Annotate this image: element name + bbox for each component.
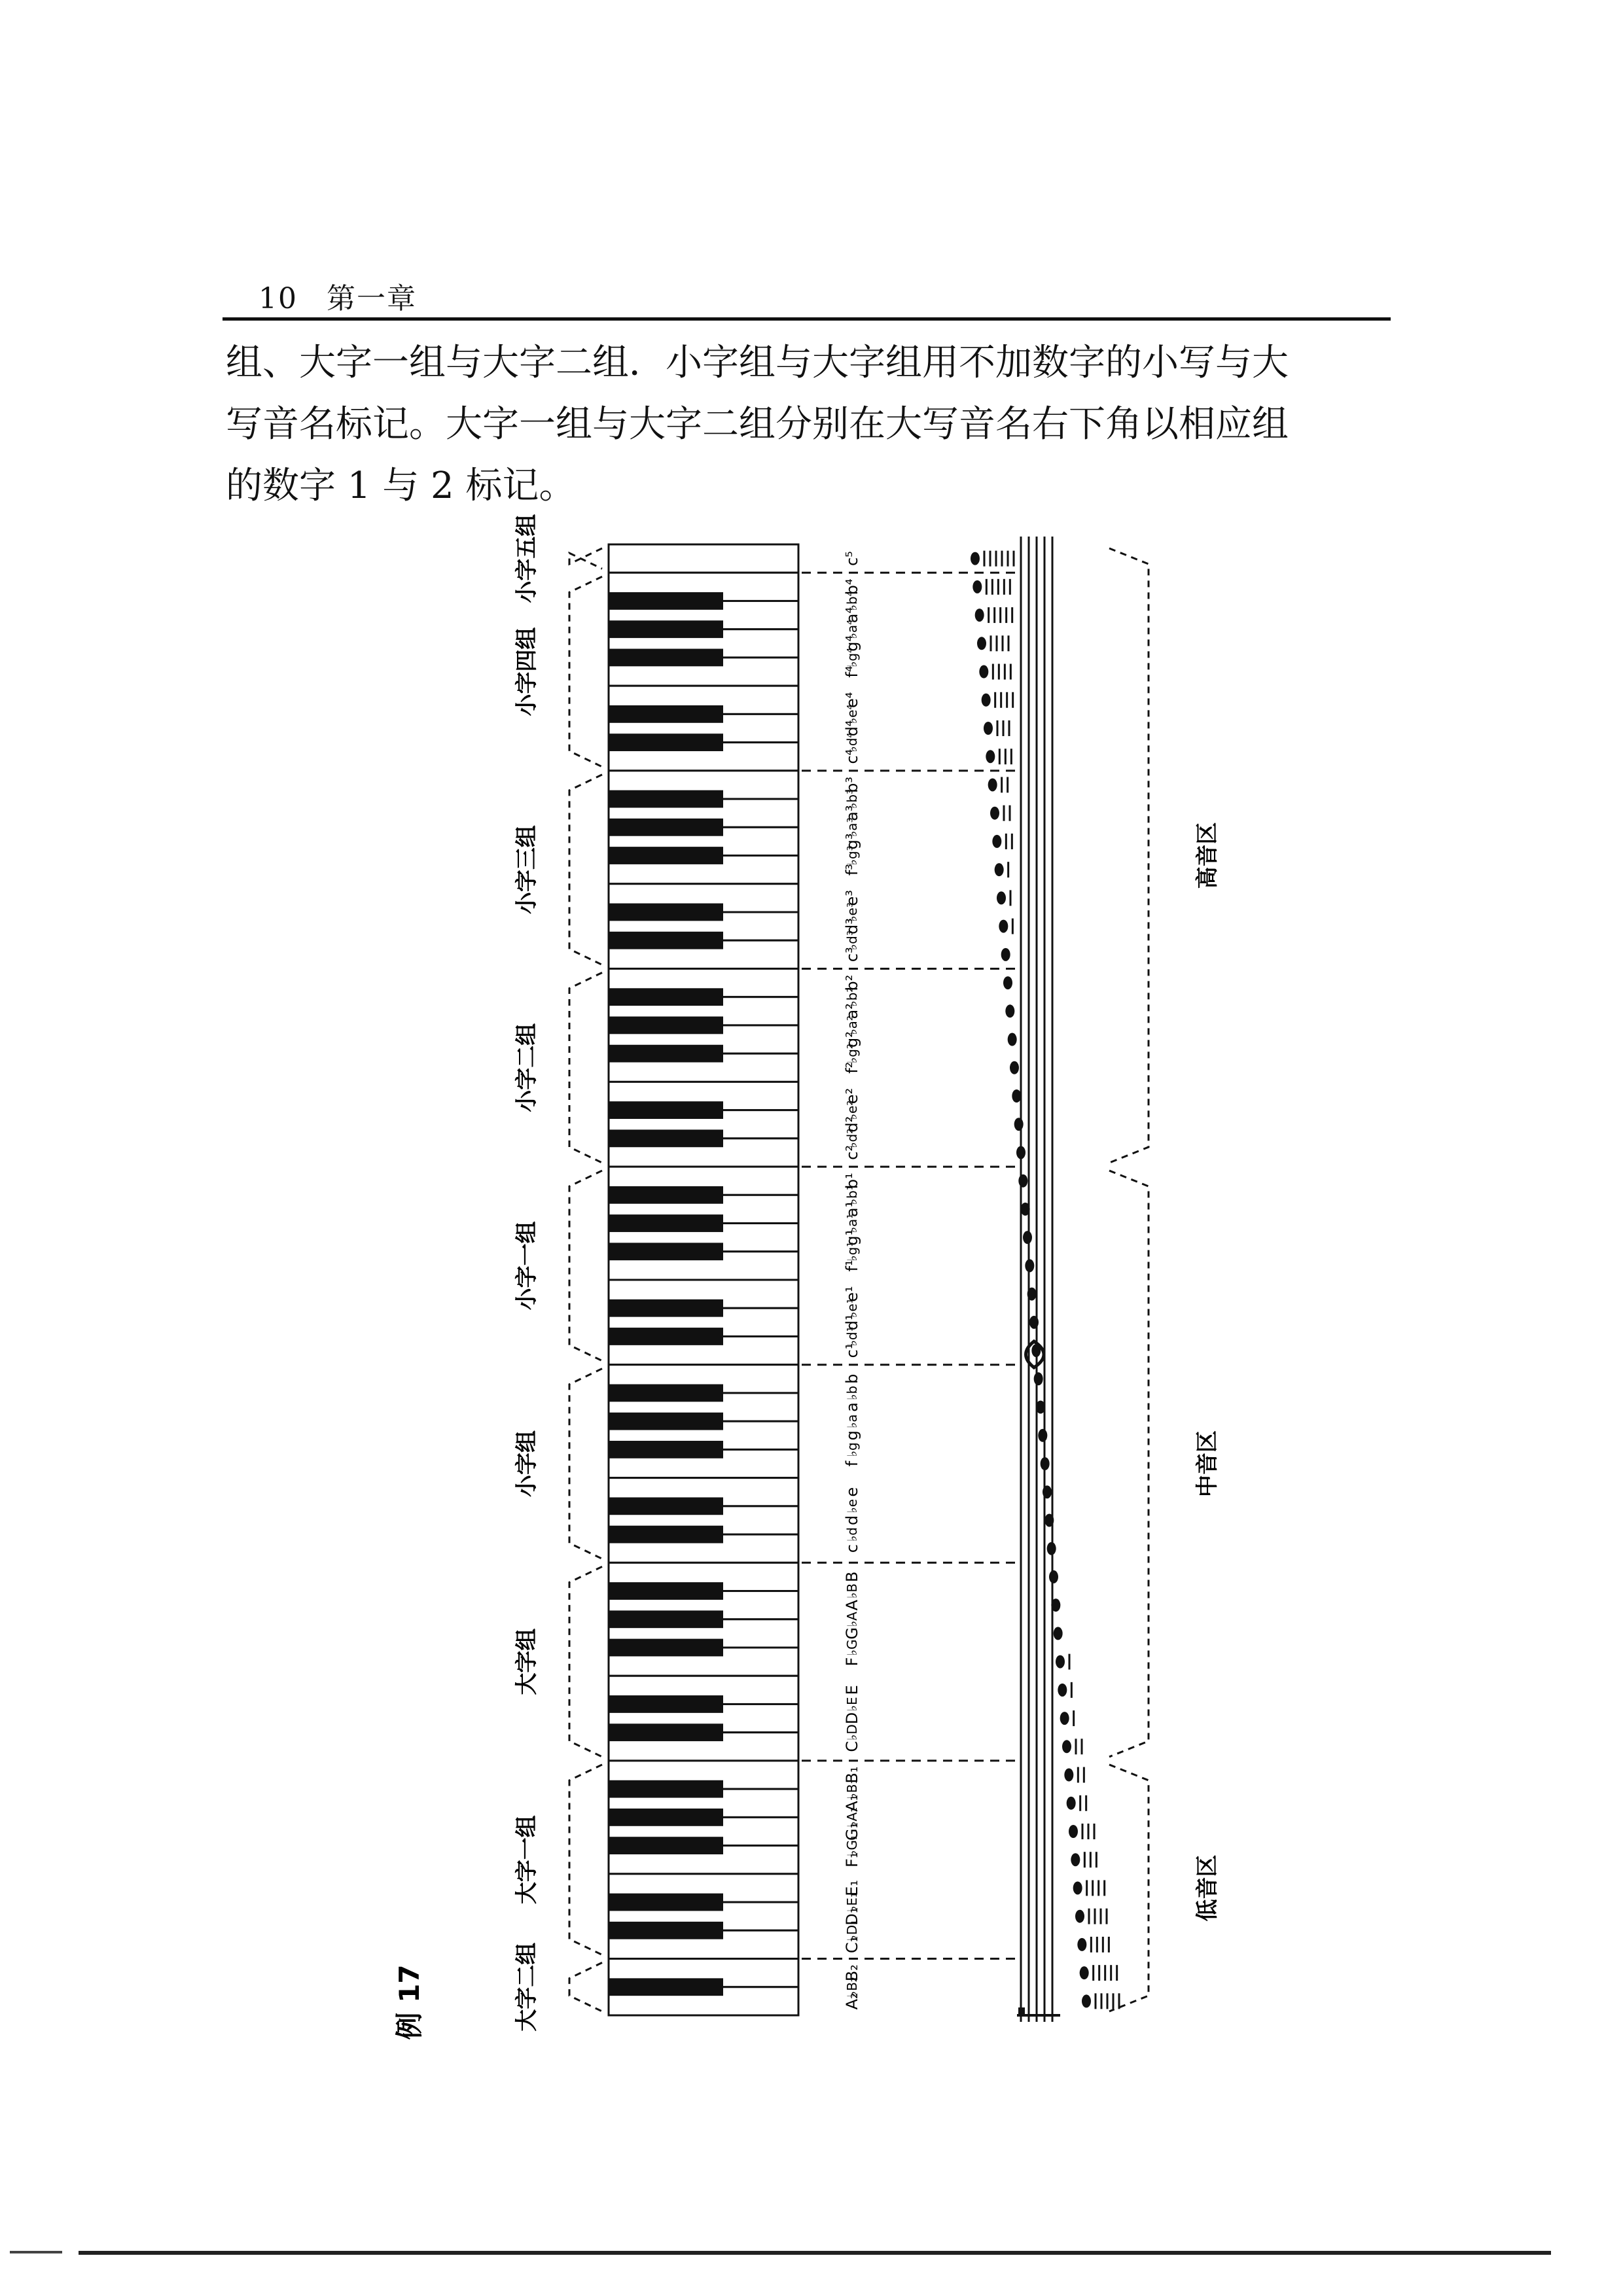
- note-name-black: ♭a⁴: [844, 619, 860, 639]
- note-name: e²: [843, 1087, 861, 1104]
- staff-note: [971, 552, 980, 565]
- staff-note: [997, 891, 1006, 904]
- staff-note: [1062, 1740, 1071, 1753]
- register-bracket: [1109, 548, 1149, 1163]
- keyboard: [609, 544, 798, 2015]
- black-key: [609, 1978, 723, 1996]
- note-name: e¹: [843, 1286, 861, 1302]
- group-label: 大字二组: [514, 1942, 540, 2032]
- note-name-black: ♭g¹: [844, 1241, 860, 1262]
- staff-note: [972, 580, 982, 593]
- staff-note: [1038, 1429, 1047, 1442]
- running-header: [259, 275, 417, 317]
- note-name: f³: [843, 864, 861, 876]
- register-bracket: [1109, 1171, 1149, 1757]
- staff-note: [988, 778, 997, 791]
- note-name: a¹: [843, 1201, 861, 1218]
- note-name-black: ♭e⁴: [844, 704, 860, 724]
- note-name: B₂: [843, 1964, 861, 1982]
- note-name: A₂: [843, 1992, 861, 2010]
- black-key: [609, 1809, 723, 1826]
- black-key: [609, 790, 723, 808]
- note-name-black: ♭E₁: [844, 1892, 860, 1913]
- group-bracket: [569, 1566, 602, 1757]
- note-name: f: [843, 1460, 861, 1467]
- note-name: e³: [843, 890, 861, 906]
- note-name: D₁: [843, 1907, 861, 1926]
- piano-keyboard-figure: [0, 510, 1623, 2068]
- black-key: [609, 1101, 723, 1119]
- note-name: b⁴: [843, 578, 861, 595]
- staff-note: [1049, 1570, 1058, 1583]
- note-name: c³: [843, 947, 861, 963]
- staff-note: [1073, 1881, 1082, 1894]
- staff-note: [1069, 1825, 1078, 1838]
- note-name: B: [843, 1571, 861, 1583]
- staff-note: [1060, 1712, 1069, 1725]
- paragraph-line: 写音名标记。大字一组与大字二组分别在大写音名右下角以相应组: [226, 403, 1289, 446]
- register-brackets: [1109, 548, 1221, 2011]
- staff-note: [1016, 1146, 1026, 1159]
- note-name-black: ♭e²: [844, 1100, 860, 1120]
- staff-note: [1029, 1316, 1039, 1329]
- black-key: [609, 1526, 723, 1544]
- note-name: d: [843, 1515, 861, 1526]
- note-name-black: ♭b⁴: [844, 591, 860, 611]
- note-name: C: [843, 1740, 861, 1752]
- black-key: [609, 1441, 723, 1458]
- staff-note: [1043, 1485, 1052, 1498]
- note-name-black: ♭e: [844, 1498, 860, 1513]
- black-key: [609, 1328, 723, 1345]
- note-name: d³: [843, 918, 861, 935]
- group-label: 小字二组: [514, 1023, 540, 1112]
- example-label: [393, 1964, 425, 2040]
- black-key: [609, 904, 723, 921]
- note-name-black: ♭b²: [844, 987, 860, 1007]
- staff-note: [1025, 1259, 1034, 1272]
- group-bracket: [569, 972, 602, 1163]
- staff-note: [1075, 1910, 1084, 1923]
- black-key: [609, 1045, 723, 1063]
- note-name: G₁: [843, 1822, 861, 1841]
- note-name: e: [843, 1487, 861, 1497]
- note-name-black: ♭a²: [844, 1016, 860, 1035]
- black-key: [609, 1639, 723, 1657]
- note-name-black: ♭a¹: [844, 1213, 860, 1233]
- note-name: D: [843, 1712, 861, 1725]
- note-name: f⁴: [843, 665, 861, 678]
- staff-note: [1023, 1231, 1032, 1244]
- note-name: b²: [843, 974, 861, 991]
- note-name: a³: [843, 805, 861, 821]
- black-key: [609, 1695, 723, 1713]
- black-key: [609, 1186, 723, 1204]
- note-name-black: ♭G: [844, 1639, 860, 1656]
- note-name: c⁵: [843, 551, 861, 567]
- group-label: 小字四组: [514, 627, 540, 716]
- black-key: [609, 620, 723, 638]
- note-name-black: ♭A: [844, 1612, 860, 1627]
- chapter-title: 第一章: [327, 282, 417, 315]
- note-name: g¹: [843, 1229, 861, 1246]
- note-name-black: ♭A₁: [844, 1807, 860, 1828]
- note-name-black: ♭D₁: [844, 1919, 860, 1941]
- note-name-black: ♭b³: [844, 788, 860, 809]
- black-key: [609, 1837, 723, 1854]
- black-key: [609, 1582, 723, 1600]
- staff-note: [982, 694, 991, 707]
- staff-note: [1082, 1994, 1091, 2007]
- group-bracket: [569, 1369, 602, 1559]
- staff-note: [979, 665, 988, 679]
- black-key: [609, 1413, 723, 1430]
- bass-clef-icon: [1018, 2007, 1025, 2017]
- note-name-black: ♭b¹: [844, 1185, 860, 1205]
- staff-note: [992, 835, 1001, 848]
- staff-note: [1044, 1513, 1054, 1527]
- page-number: 10: [259, 282, 298, 315]
- note-name-black: ♭g⁴: [844, 647, 860, 668]
- note-name: f¹: [843, 1260, 861, 1272]
- note-name: e⁴: [843, 692, 861, 708]
- note-name: C₁: [843, 1935, 861, 1954]
- black-key: [609, 847, 723, 864]
- group-label: 大字组: [514, 1628, 540, 1695]
- note-name: a: [843, 1402, 861, 1412]
- staff-note: [1064, 1769, 1073, 1782]
- group-label: 小字三组: [514, 825, 540, 915]
- staff-note: [1027, 1288, 1037, 1301]
- note-name: d²: [843, 1116, 861, 1133]
- black-key: [609, 1129, 723, 1147]
- note-name-black: ♭B: [844, 1583, 860, 1599]
- group-bracket: [569, 775, 602, 965]
- note-name-black: ♭E: [844, 1697, 860, 1712]
- staff-note: [1034, 1372, 1043, 1385]
- group-label: 小字一组: [514, 1221, 540, 1311]
- register-label: 高音区: [1194, 822, 1221, 889]
- staff-note: [1041, 1457, 1050, 1470]
- black-key: [609, 819, 723, 836]
- note-name-black: ♭D: [844, 1724, 860, 1741]
- staff-note: [1071, 1853, 1080, 1866]
- note-name-black: ♭B₂: [844, 1977, 860, 1998]
- note-name: a²: [843, 1003, 861, 1019]
- staff-note: [1036, 1401, 1045, 1414]
- note-name: d¹: [843, 1314, 861, 1331]
- register-label: 中音区: [1194, 1430, 1221, 1497]
- black-key: [609, 1497, 723, 1515]
- note-name-black: ♭g: [844, 1442, 860, 1457]
- black-key: [609, 932, 723, 949]
- black-key: [609, 988, 723, 1006]
- note-name-black: ♭g³: [844, 845, 860, 866]
- black-key: [609, 1243, 723, 1260]
- staff-note: [1067, 1797, 1076, 1810]
- black-key: [609, 1299, 723, 1317]
- note-name-black: ♭B₁: [844, 1778, 860, 1799]
- staff-note: [1021, 1203, 1030, 1216]
- note-name: f²: [843, 1061, 861, 1074]
- black-key: [609, 1610, 723, 1628]
- note-name: c: [843, 1544, 861, 1553]
- staff-note: [1001, 948, 1010, 961]
- staff-note: [1010, 1061, 1019, 1074]
- black-key: [609, 1214, 723, 1232]
- note-name-black: ♭d⁴: [844, 732, 860, 752]
- header-rule: [223, 317, 1391, 321]
- black-key: [609, 1385, 723, 1402]
- staff-note: [1058, 1684, 1067, 1697]
- black-key: [609, 1017, 723, 1034]
- footer-rule: [79, 2251, 1551, 2255]
- paragraph-line: 的数字 1 与 2 标记。: [226, 465, 576, 507]
- staff-note: [986, 750, 995, 763]
- note-name: g³: [843, 833, 861, 850]
- body-paragraph: [226, 332, 1397, 517]
- note-name: G: [843, 1627, 861, 1640]
- note-name: c²: [843, 1145, 861, 1160]
- note-name: F₁: [843, 1852, 861, 1867]
- staff-note: [1051, 1598, 1060, 1612]
- staff-note: [1018, 1174, 1027, 1188]
- example-number: 例 17: [393, 1964, 425, 2040]
- staff-note: [984, 722, 993, 735]
- note-name: b: [843, 1373, 861, 1384]
- note-name-black: ♭d¹: [844, 1326, 860, 1347]
- staff-note: [1047, 1542, 1056, 1555]
- note-name-black: ♭b: [844, 1385, 860, 1400]
- footer-mark: [10, 2251, 62, 2253]
- staff-note: [1054, 1627, 1063, 1640]
- staff-note: [1008, 1033, 1017, 1046]
- note-name-black: ♭G₁: [844, 1835, 860, 1857]
- staff-note: [1003, 976, 1012, 989]
- black-key: [609, 1894, 723, 1911]
- note-name: c⁴: [843, 749, 861, 764]
- black-key: [609, 733, 723, 751]
- staff-note: [977, 637, 986, 650]
- note-name-black: ♭a: [844, 1414, 860, 1429]
- note-name: B₁: [843, 1766, 861, 1784]
- note-name: d⁴: [843, 720, 861, 737]
- note-name: g²: [843, 1031, 861, 1048]
- staff-note: [995, 863, 1004, 876]
- black-key: [609, 1922, 723, 1939]
- paragraph-line: 组、大字一组与大字二组．小字组与大字组用不加数字的小写与大: [226, 342, 1289, 384]
- note-name: E₁: [843, 1880, 861, 1896]
- note-name-black: ♭g²: [844, 1044, 860, 1064]
- group-brackets: [514, 514, 602, 2032]
- staff-note: [990, 807, 999, 820]
- register-label: 低音区: [1194, 1854, 1221, 1922]
- staff-note: [975, 609, 984, 622]
- staff-note: [1014, 1118, 1024, 1131]
- group-bracket: [569, 1963, 602, 2011]
- group-bracket: [569, 548, 602, 569]
- note-name: A₁: [843, 1794, 861, 1812]
- note-name-black: ♭a³: [844, 817, 860, 838]
- black-key: [609, 1780, 723, 1798]
- note-name-black: ♭d: [844, 1527, 860, 1542]
- note-name: g⁴: [843, 635, 861, 652]
- note-name-black: ♭e¹: [844, 1298, 860, 1318]
- staff-note: [1005, 1004, 1014, 1017]
- staff-note: [1077, 1938, 1086, 1951]
- group-label: 小字五组: [514, 514, 540, 603]
- black-key: [609, 705, 723, 723]
- note-name: c¹: [843, 1343, 861, 1358]
- black-key: [609, 592, 723, 610]
- group-label: 小字组: [514, 1430, 540, 1497]
- note-name-black: ♭d³: [844, 930, 860, 951]
- note-name: A: [843, 1599, 861, 1611]
- register-bracket: [1109, 1765, 1149, 2011]
- staff-note: [999, 920, 1008, 933]
- note-name-black: ♭d²: [844, 1128, 860, 1148]
- group-bracket: [569, 1765, 602, 1955]
- note-name: a⁴: [843, 607, 861, 624]
- note-name: F: [843, 1657, 861, 1667]
- note-name: E: [843, 1685, 861, 1695]
- group-bracket: [569, 1171, 602, 1361]
- staff-note: [1012, 1089, 1021, 1103]
- note-name: b¹: [843, 1173, 861, 1190]
- note-name: g: [843, 1430, 861, 1441]
- note-name-black: ♭e³: [844, 902, 860, 922]
- staff-note: [1080, 1966, 1089, 1979]
- note-name: b³: [843, 777, 861, 793]
- staff-note: [1056, 1655, 1065, 1669]
- group-bracket: [569, 576, 602, 767]
- group-label: 大字一组: [514, 1815, 540, 1905]
- black-key: [609, 649, 723, 667]
- white-key: [609, 544, 798, 573]
- black-key: [609, 1723, 723, 1741]
